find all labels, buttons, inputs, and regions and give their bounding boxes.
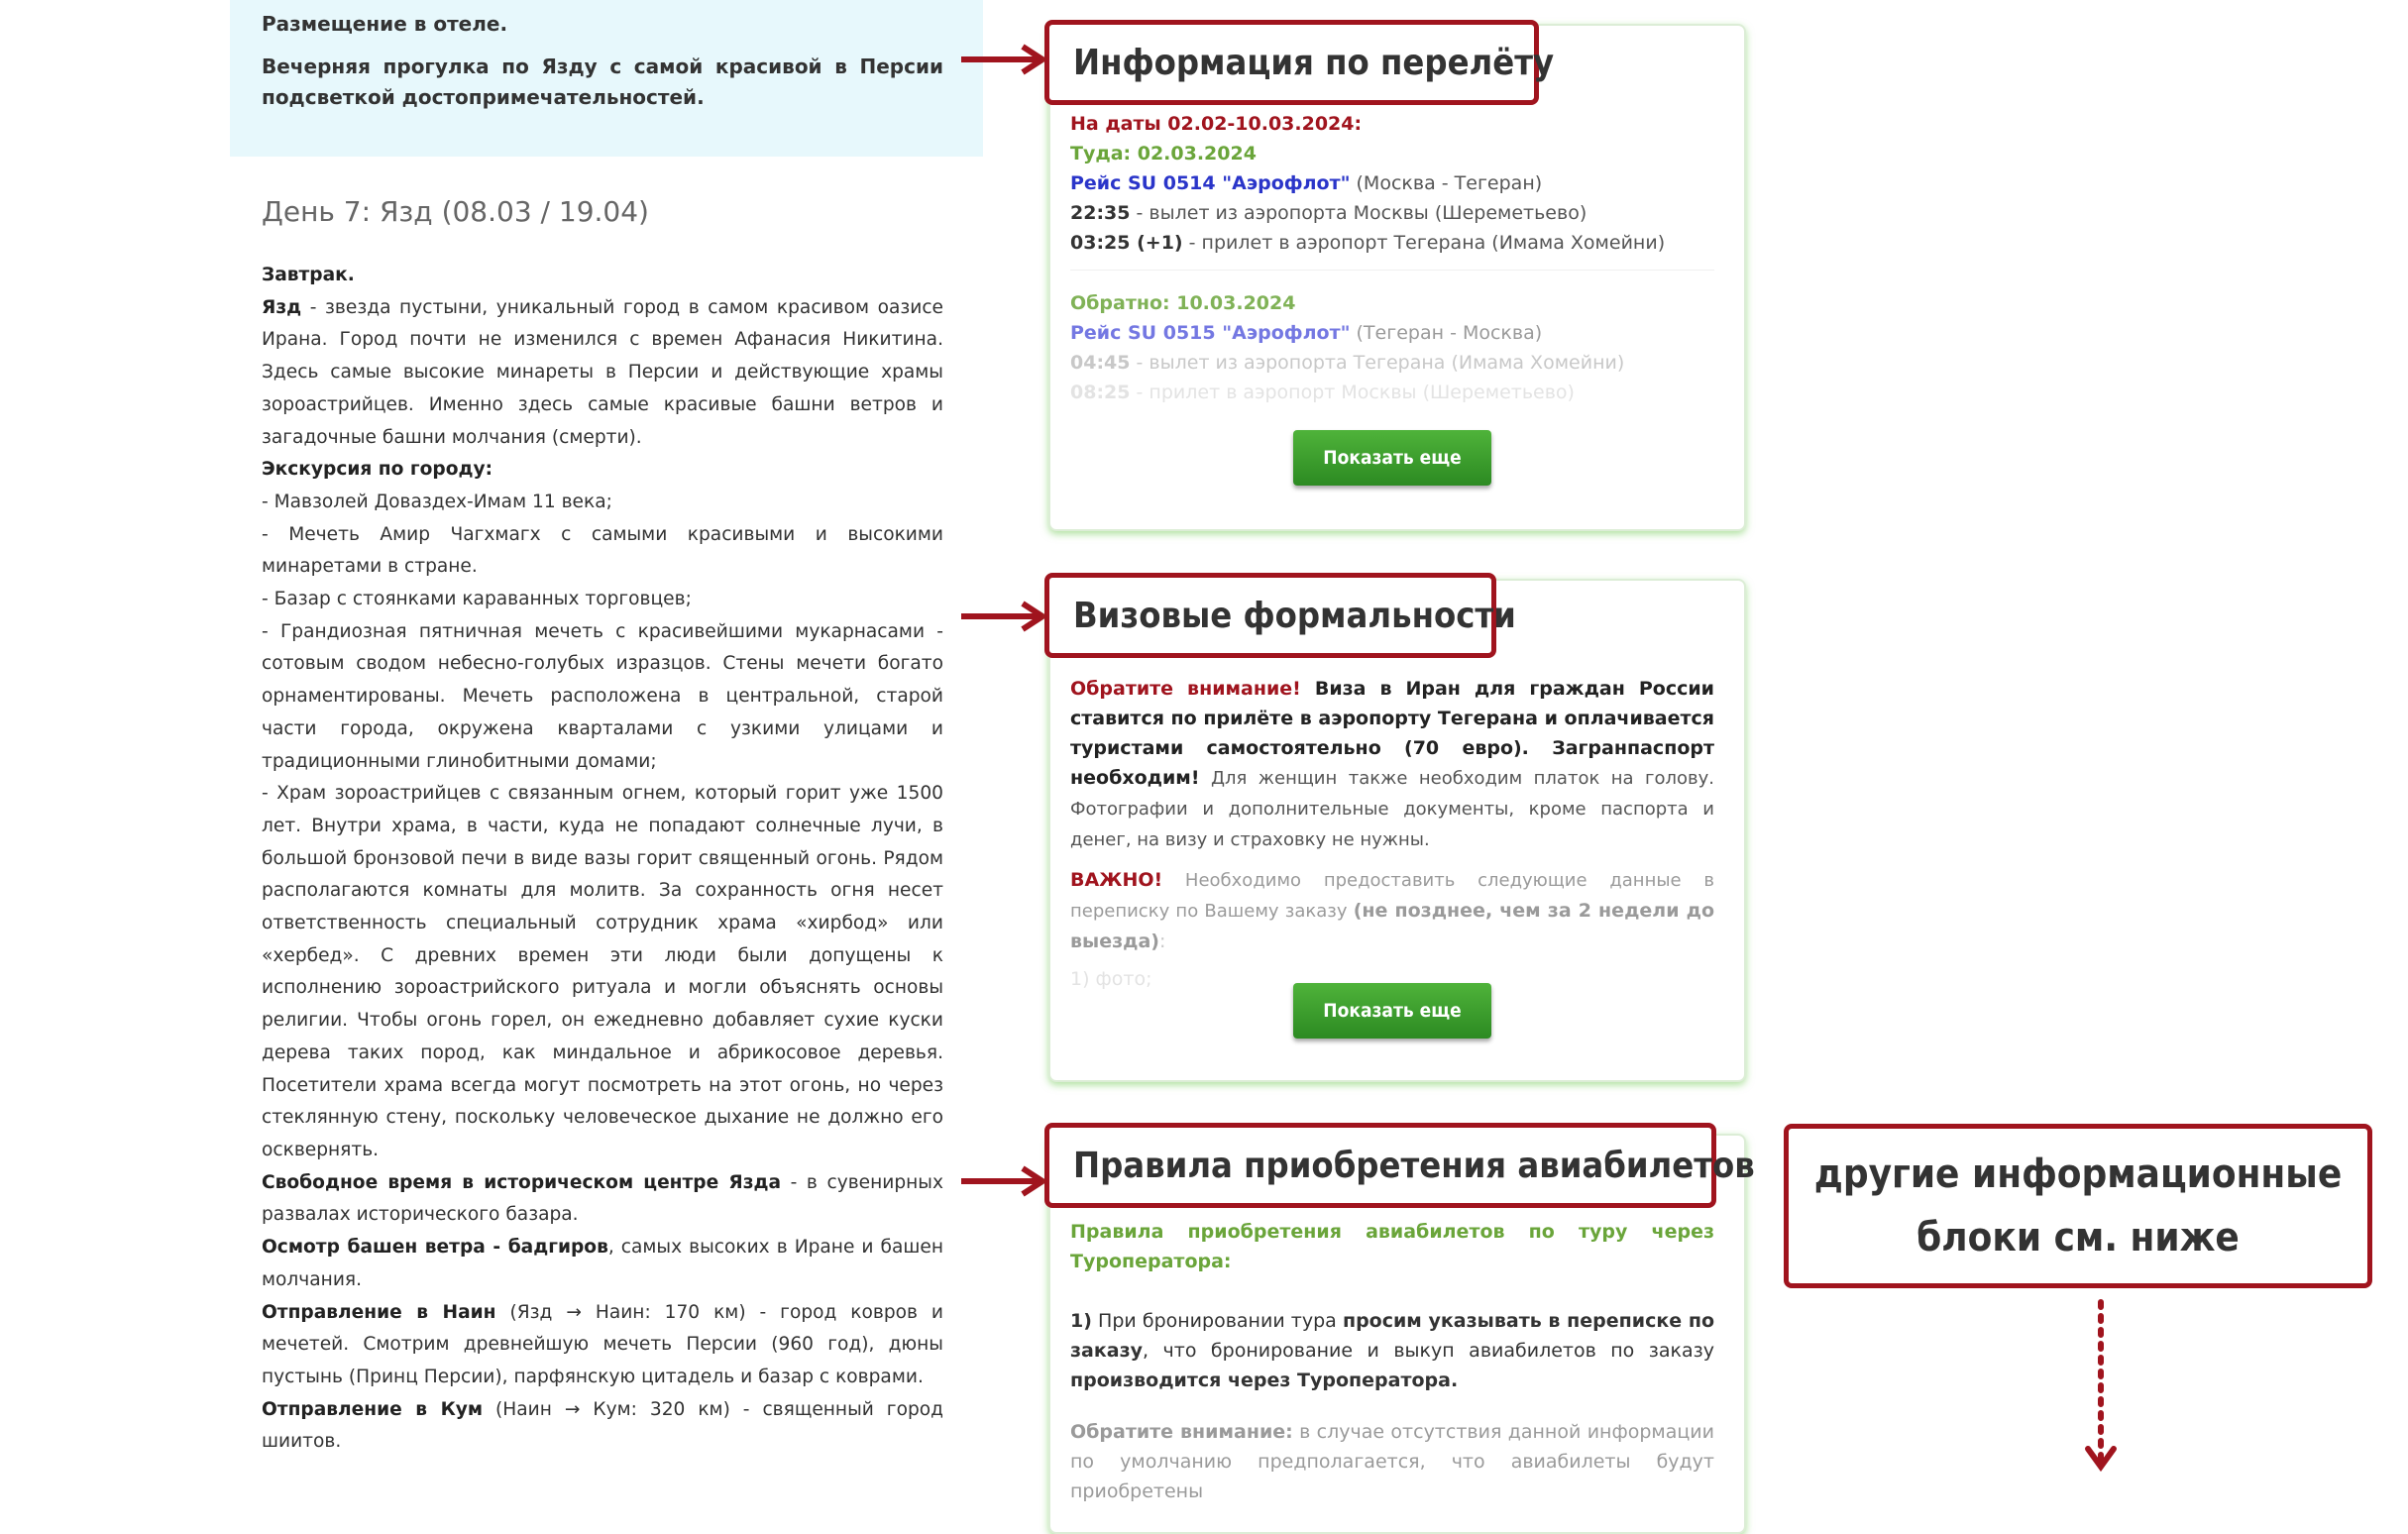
rules-item-number: 1) (1070, 1310, 1092, 1332)
yazd-text: - звезда пустыни, уникальный город в самом красивом оазисе Ирана. Город почти не изменился с времен Афанасия Никитина. Здесь самые высокие минареты в Персии и действующие храмы зороастрийцев. Именно здесь самые красивые башни ветров и загадочные башни молчания (смерти). (262, 296, 943, 448)
rules-text-bold: просим указывать в переписке по заказу (1070, 1310, 1715, 1362)
towers-label: Осмотр башен ветра - бадгиров (262, 1237, 608, 1259)
rules-title-box (1044, 1123, 1755, 1208)
rules-text: , что бронирование и выкуп авиабилетов по заказу (1143, 1340, 1714, 1362)
flight-title-box (1044, 20, 1555, 105)
divider (1070, 270, 1714, 271)
visa-normal-text: Для женщин также необходим платок на голову. Фотографии и дополнительные документы, кроме паспорта и денег, на визу и страховку не нужны. (1070, 768, 1714, 850)
breakfast-label: Завтрак. (262, 265, 355, 285)
visa-important-text: Необходимо предоставить следующие данные в переписку по Вашему заказу (1070, 870, 1714, 922)
nain-text: (Язд → Наин: 170 км) - город ковров и мечетей. Смотрим древнейшую мечеть Персии (960 год), дюны пустынь (Принц Персии), парфянскую цитадель и базар с коврами. (262, 1301, 944, 1387)
other-blocks-callout (1784, 1124, 2372, 1288)
visa-bold-text: Виза в Иран для граждан России ставится по прилёте в аэропорту Тегерана и оплачивается туристами самостоятельно (70 евро). Загранпаспорт необходим! (1070, 678, 1714, 789)
qom-label: Отправление в Кум (262, 1398, 484, 1420)
show-more-visa-button[interactable]: Показать еще (1293, 983, 1491, 1039)
flight-back-date: Обратно: 10.03.2024 (1070, 292, 1296, 314)
yazd-label: Язд (262, 296, 302, 318)
arrow-right-icon (959, 44, 1050, 75)
rules-details (1070, 1217, 1714, 1506)
show-more-flight-button[interactable]: Показать еще (1293, 430, 1491, 486)
callout-line: другие информационные (1813, 1151, 2343, 1197)
arrow-down-icon (2081, 1298, 2121, 1477)
excursion-label: Экскурсия по городу: (262, 459, 493, 481)
rules-card-title: Правила приобретения авиабилетов (1073, 1145, 1755, 1186)
visa-details (1070, 674, 1714, 994)
flight-card-title: Информация по перелёту (1073, 42, 1555, 83)
flight-route-out: (Москва - Тегеран) (1350, 172, 1543, 194)
free-time-text: - в сувенирных развалах исторического базара. (262, 1171, 943, 1226)
rules-note-text: в случае отсутствия данной информации по умолчанию предполагается, что авиабилеты будут приобретены (1070, 1421, 1714, 1502)
flight-route-back: (Тегеран - Москва) (1350, 322, 1543, 344)
departure-time-out: 22:35 (1070, 202, 1131, 224)
flight-dates: На даты 02.02-10.03.2024: (1070, 113, 1363, 135)
departure-text-out: - вылет из аэропорта Москвы (Шереметьево) (1130, 202, 1587, 224)
rules-text-bold: производится через Туроператора. (1070, 1370, 1459, 1391)
arrival-text-back: - прилет в аэропорт Москвы (Шереметьево) (1130, 382, 1575, 403)
rules-text: При бронировании тура (1091, 1310, 1343, 1332)
visa-important-deadline: (не позднее, чем за 2 недели до выезда) (1070, 900, 1715, 952)
day-description (262, 260, 943, 1459)
qom-text: (Наин → Кум: 320 км) - священный город шиитов. (262, 1398, 943, 1453)
arrival-time-out: 03:25 (+1) (1070, 232, 1183, 254)
excursion-item: - Мавзолей Доваздех-Имам 11 века; (262, 491, 612, 512)
flight-number-back[interactable]: Рейс SU 0515 "Аэрофлот" (1070, 322, 1351, 344)
excursion-item: - Грандиозная пятничная мечеть с красивейшими мукарнасами - сотовым сводом небесно-голубых изразцов. Стены мечети богато орнаментированы. Мечеть расположена в центральной, старой части города, окружена кварталами с узкими улицами и традиционными глинобитными домами; (262, 620, 943, 772)
arrow-right-icon (959, 1165, 1050, 1197)
departure-time-back: 04:45 (1070, 352, 1131, 374)
visa-important-label: ВАЖНО! (1070, 869, 1163, 891)
visa-doc-item: 1) фото; (1070, 968, 1152, 990)
callout-line: блоки см. ниже (1916, 1215, 2240, 1260)
flight-number-out[interactable]: Рейс SU 0514 "Аэрофлот" (1070, 172, 1351, 194)
visa-important-colon: : (1158, 931, 1166, 952)
evening-walk-line: Вечерняя прогулка по Язду с самой красивой в Персии подсветкой достопримечательностей. (262, 55, 943, 109)
nain-label: Отправление в Наин (262, 1301, 496, 1323)
visa-title-box (1044, 573, 1516, 658)
excursion-item: - Базар с стоянками караванных торговцев; (262, 589, 692, 610)
visa-attention-label: Обратите внимание! (1070, 678, 1301, 700)
rules-note-label: Обратите внимание: (1070, 1421, 1293, 1443)
hotel-line: Размещение в отеле. (262, 12, 508, 36)
free-time-label: Свободное время в историческом центре Язда (262, 1171, 782, 1193)
flight-there-date: Туда: 02.03.2024 (1070, 143, 1257, 164)
departure-text-back: - вылет из аэропорта Тегерана (Имама Хомейни) (1130, 352, 1625, 374)
flight-details (1070, 109, 1714, 407)
excursion-item: - Мечеть Амир Чагхмагх с самыми красивыми и высокими минаретами в стране. (262, 523, 943, 578)
rules-subtitle: Правила приобретения авиабилетов по туру через Туроператора: (1070, 1221, 1714, 1272)
excursion-item: - Храм зороастрийцев с связанным огнем, который горит уже 1500 лет. Внутри храма, в части, куда не попадают солнечные лучи, в большой бронзовой печи в виде вазы горит священный огонь. Рядом располагаются комнаты для молитв. За сохранность огня несет ответственность специальный сотрудник храма «хирбод» или «хербед». С древних времен эти люди были допущены к исполнению зороастрийского ритуала и могли объяснять основы религии. Чтобы огонь горел, он ежедневно добавляет сухие куски дерева таких пород, как миндальное и абрикосовое деревья. Посетители храма всегда могут посмотреть на этот огонь, но через стеклянную стену, поскольку человеческое дыхание не должно его осквернять. (262, 783, 943, 1160)
arrow-right-icon (959, 601, 1050, 632)
arrival-time-back: 08:25 (1070, 382, 1131, 403)
visa-card-title: Визовые формальности (1073, 595, 1516, 636)
arrival-text-out: - прилет в аэропорт Тегерана (Имама Хомейни) (1182, 232, 1666, 254)
towers-text: , самых высоких в Иране и башен молчания. (262, 1237, 943, 1290)
day-title: День 7: Язд (08.03 / 19.04) (262, 195, 649, 228)
